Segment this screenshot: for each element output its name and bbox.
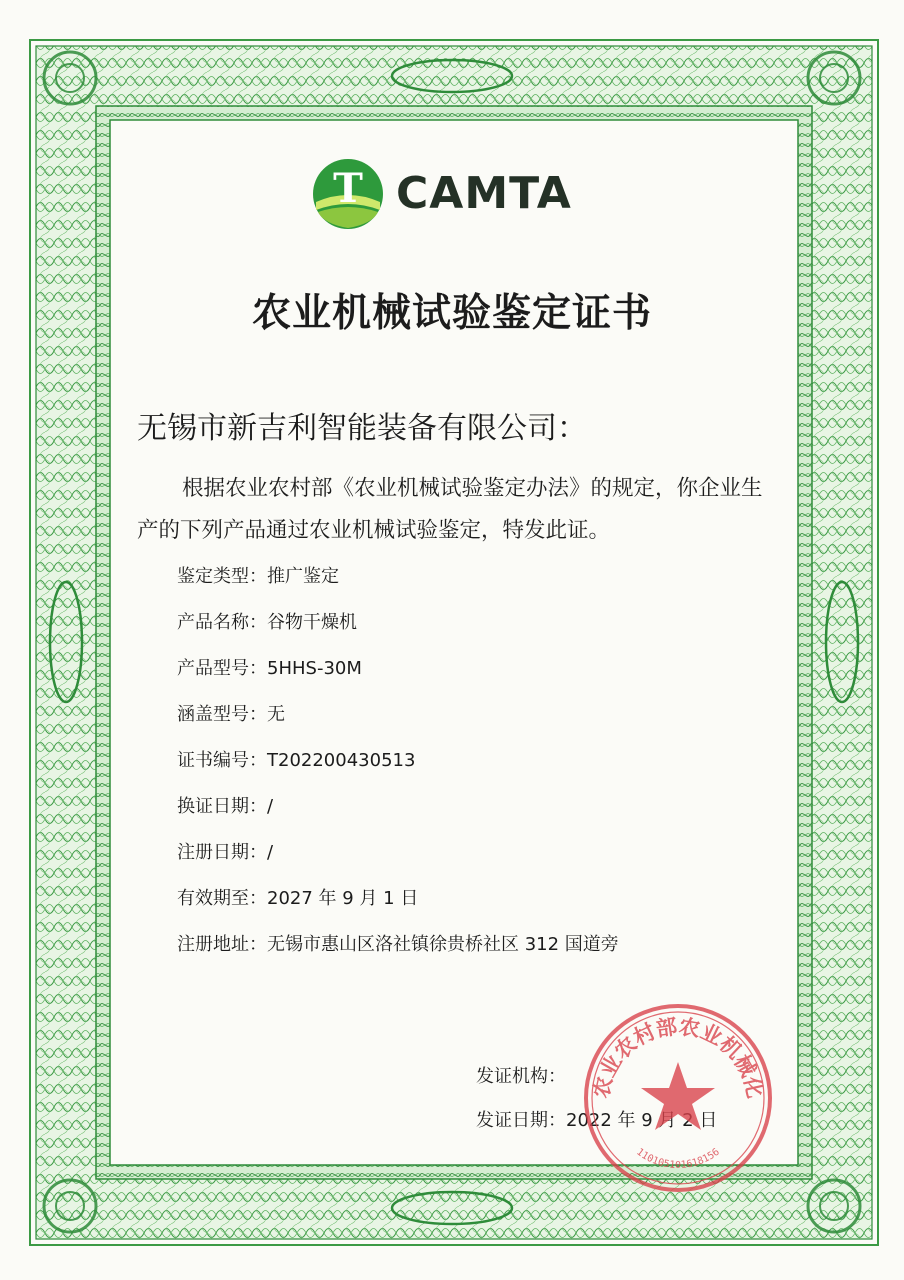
field-value: / [267, 796, 274, 817]
field-registered-address [177, 931, 737, 977]
field-label: 涵盖型号： [177, 704, 267, 725]
field-value: 5HHS-30M [267, 658, 362, 679]
field-value: 无锡市惠山区洛社镇徐贵桥社区 312 国道旁 [267, 934, 619, 955]
field-value: T202200430513 [267, 750, 416, 771]
field-label: 换证日期： [177, 796, 267, 817]
issue-date-label: 发证日期： [476, 1110, 566, 1131]
field-certificate-number [177, 747, 737, 793]
field-value: 推广鉴定 [267, 566, 339, 587]
field-value: 谷物干燥机 [267, 612, 357, 633]
seal-text: 农业农村部农业机械化 [588, 1014, 768, 1101]
seal-star-icon [641, 1062, 715, 1130]
field-valid-until [177, 885, 737, 931]
field-label: 注册日期： [177, 842, 267, 863]
field-value: 无 [267, 704, 285, 725]
field-product-name [177, 609, 737, 655]
field-label: 有效期至： [177, 888, 267, 909]
field-label: 证书编号： [177, 750, 267, 771]
camta-logo [312, 158, 602, 230]
issuer-org-label: 发证机构： [476, 1066, 566, 1087]
logo-mark-letter: T [333, 165, 363, 212]
field-appraisal-type [177, 563, 737, 609]
certificate-body: 根据农业农村部《农业机械试验鉴定办法》的规定，你企业生产的下列产品通过农业机械试验鉴定，特发此证。 [137, 476, 763, 543]
seal-number: 110105101618156 [634, 1146, 722, 1172]
camta-leaf-icon [312, 158, 384, 230]
field-label: 产品名称： [177, 612, 267, 633]
field-label: 注册地址： [177, 934, 267, 955]
field-label: 鉴定类型： [177, 566, 267, 587]
official-seal [580, 1000, 776, 1196]
logo-brand-text: CAMTA [396, 168, 572, 219]
field-value: 2027 年 9 月 1 日 [267, 888, 419, 909]
field-label: 产品型号： [177, 658, 267, 679]
field-registration-date [177, 839, 737, 885]
recipient-name: 无锡市新吉利智能装备有限公司： [137, 411, 587, 446]
certificate-fields [177, 563, 737, 977]
field-product-model [177, 655, 737, 701]
field-value: / [267, 842, 274, 863]
certificate-title: 农业机械试验鉴定证书 [251, 291, 652, 336]
issue-date-value: 2022 年 9 月 2 日 [566, 1110, 718, 1131]
field-covered-models [177, 701, 737, 747]
field-renewal-date [177, 793, 737, 839]
